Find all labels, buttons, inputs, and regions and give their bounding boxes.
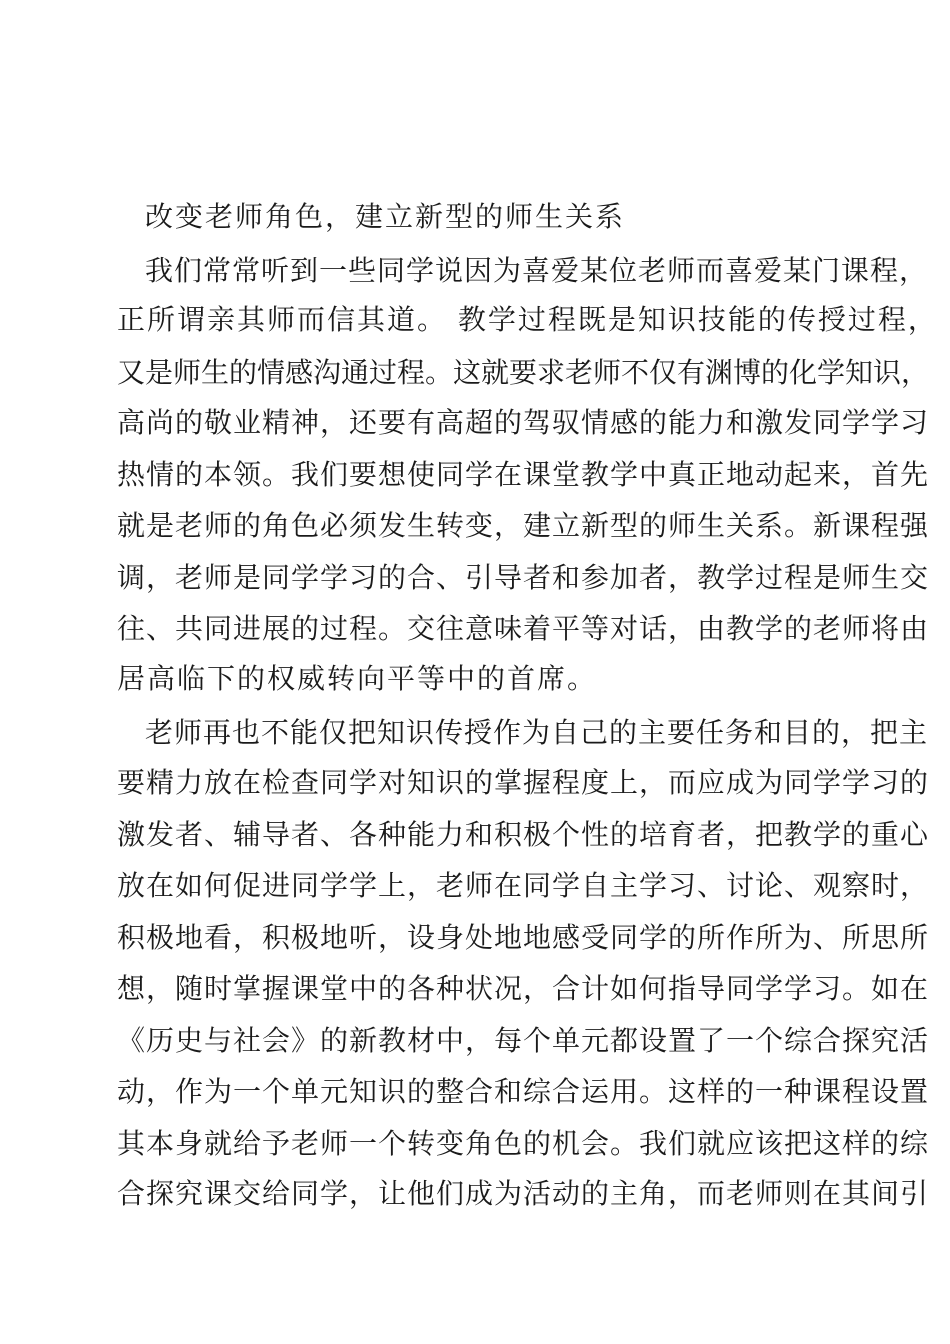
paragraph-line: 居高临下的权威转向平等中的首席。 <box>117 662 598 695</box>
paragraph-line: 就是老师的角色必须发生转变，建立新型的师生关系。新课程强 <box>117 509 930 542</box>
paragraph-line: 激发者、辅导者、各种能力和积极个性的培育者，把教学的重心 <box>117 818 930 851</box>
paragraph-line: 正所谓亲其师而信其道。 教学过程既是知识技能的传授过程， <box>117 303 938 336</box>
paragraph-line: 往、共同进展的过程。交往意味着平等对话，由教学的老师将由 <box>117 612 930 645</box>
paragraph-line: 想，随时掌握课堂中的各种状况，合计如何指导同学学习。如在 <box>117 972 930 1005</box>
paragraph-line: 要精力放在检查同学对知识的掌握程度上，而应成为同学学习的 <box>117 766 930 799</box>
paragraph-line: 放在如何促进同学学上，老师在同学自主学习、讨论、观察时， <box>117 869 930 902</box>
paragraph-line: 热情的本领。我们要想使同学在课堂教学中真正地动起来，首先 <box>117 458 930 491</box>
paragraph-line: 老师再也不能仅把知识传授作为自己的主要任务和目的，把主 <box>145 716 929 749</box>
paragraph-line: 动，作为一个单元知识的整合和综合运用。这样的一种课程设置 <box>117 1075 930 1108</box>
paragraph-line: 《历史与社会》的新教材中，每个单元都设置了一个综合探究活 <box>117 1024 930 1057</box>
paragraph-line: 我们常常听到一些同学说因为喜爱某位老师而喜爱某门课程， <box>145 254 929 287</box>
document-heading: 改变老师角色，建立新型的师生关系 <box>145 200 626 233</box>
paragraph-line: 积极地看，积极地听，设身处地地感受同学的所作所为、所思所 <box>117 921 930 954</box>
paragraph-line: 高尚的敬业精神，还要有高超的驾驭情感的能力和激发同学学习 <box>117 406 930 439</box>
paragraph-line: 调，老师是同学学习的合、引导者和参加者，教学过程是师生交 <box>117 561 930 594</box>
paragraph-line: 合探究课交给同学，让他们成为活动的主角，而老师则在其间引 <box>117 1177 930 1210</box>
paragraph-line: 又是师生的情感沟通过程。这就要求老师不仅有渊博的化学知识， <box>117 356 930 389</box>
paragraph-line: 其本身就给予老师一个转变角色的机会。我们就应该把这样的综 <box>117 1127 930 1160</box>
